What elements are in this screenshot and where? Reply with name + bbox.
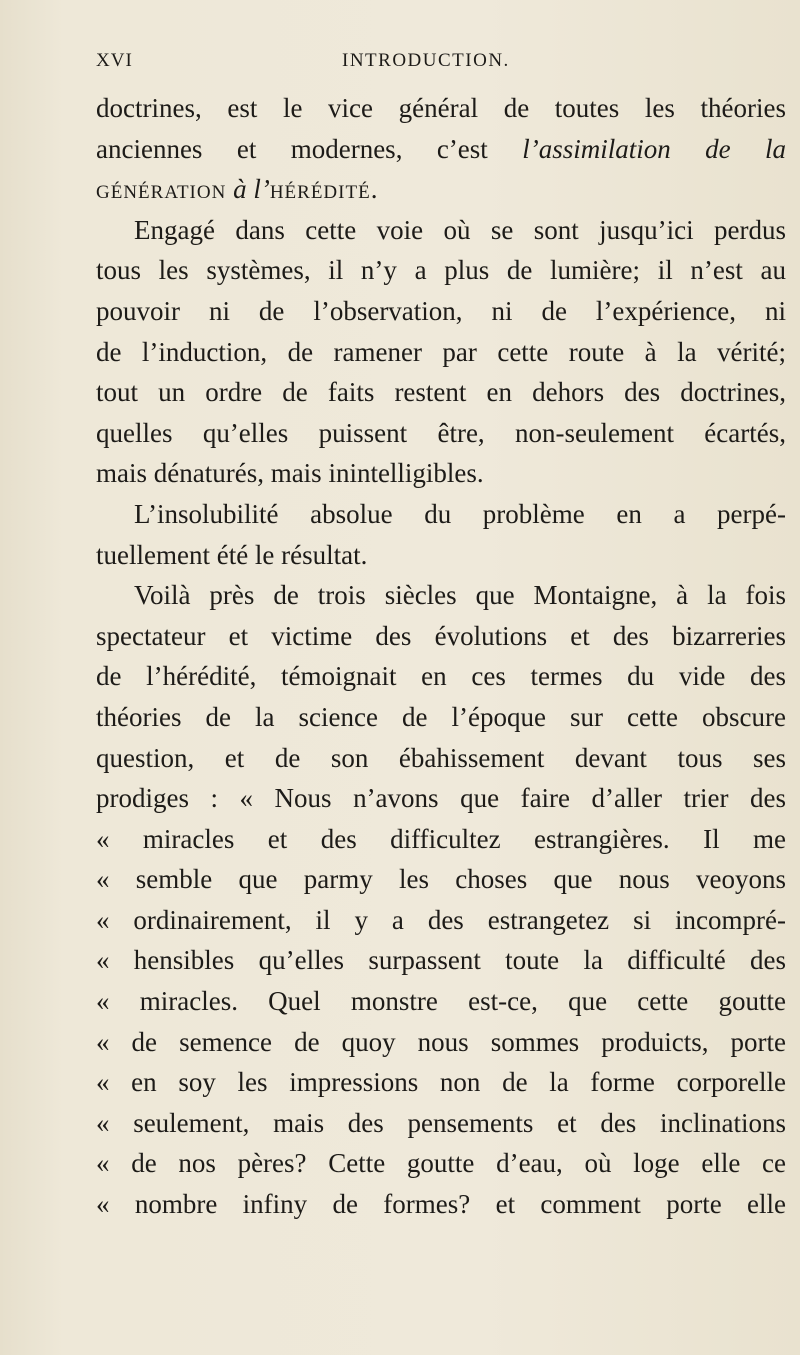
text-line: tout un ordre de faits restent en dehors des doctrines, [96,377,786,408]
text-line: théories de la science de l’époque sur cette obscure [96,701,786,732]
quote-line: « miracles. Quel monstre est-ce, que cette goutte [96,986,786,1017]
running-head: INTRODUCTION. [342,50,510,71]
quote-line: « miracles et des difficultez estrangières. Il me [96,823,786,854]
italic-phrase: l’assimilation de la [522,133,786,164]
text-line: spectateur et victime des évolutions et des bizarreries [96,620,786,651]
quote-line: « nombre infiny de formes? et comment porte elle [96,1189,786,1220]
text-line: de l’hérédité, témoignait en ces termes du vide des [96,661,786,692]
page-header [0,50,800,84]
text-line: prodiges : « Nous n’avons que faire d’aller trier des [96,783,786,814]
text-line [96,169,786,210]
small-caps-word: génération [96,174,227,205]
paragraph-start: Engagé dans cette voie où se sont jusqu’ici perdus [134,214,786,245]
quote-line: « de nos pères? Cette goutte d’eau, où loge elle ce [96,1148,786,1179]
quote-line: « seulement, mais des pensements et des inclinations [96,1107,786,1138]
paragraph-start: Voilà près de trois siècles que Montaigne, à la fois [134,580,786,611]
quote-line: « ordinairement, il y a des estrangetez si incompré- [96,904,786,935]
page-number: XVI [96,50,133,71]
text-line: tuellement été le résultat. [96,539,368,570]
small-caps-word: hérédité. [269,174,379,205]
text-line: pouvoir ni de l’observation, ni de l’expérience, ni [96,295,786,326]
text-line [96,129,786,170]
quote-line: « hensibles qu’elles surpassent toute la difficulté des [96,945,786,976]
text-line: tous les systèmes, il n’y a plus de lumière; il n’est au [96,255,786,286]
italic-article: l’ [253,174,270,205]
body-text [96,88,786,1225]
text-line: quelles qu’elles puissent être, non-seulement écartés, [96,417,786,448]
text-line: doctrines, est le vice général de toutes les théories [96,93,786,123]
quote-line: « en soy les impressions non de la forme corporelle [96,1067,786,1098]
italic-word: à [233,174,247,205]
quote-line: « de semence de quoy nous sommes produicts, porte [96,1026,786,1057]
text-line: question, et de son ébahissement devant tous ses [96,742,786,773]
text-line: de l’induction, de ramener par cette route à la vérité; [96,336,786,367]
text-line: mais dénaturés, mais inintelligibles. [96,458,484,489]
quote-line: « semble que parmy les choses que nous veoyons [96,864,786,895]
text-line-segment: anciennes et modernes, c’est [96,133,488,164]
paragraph-start: L’insolubilité absolue du problème en a perpé- [134,498,786,529]
